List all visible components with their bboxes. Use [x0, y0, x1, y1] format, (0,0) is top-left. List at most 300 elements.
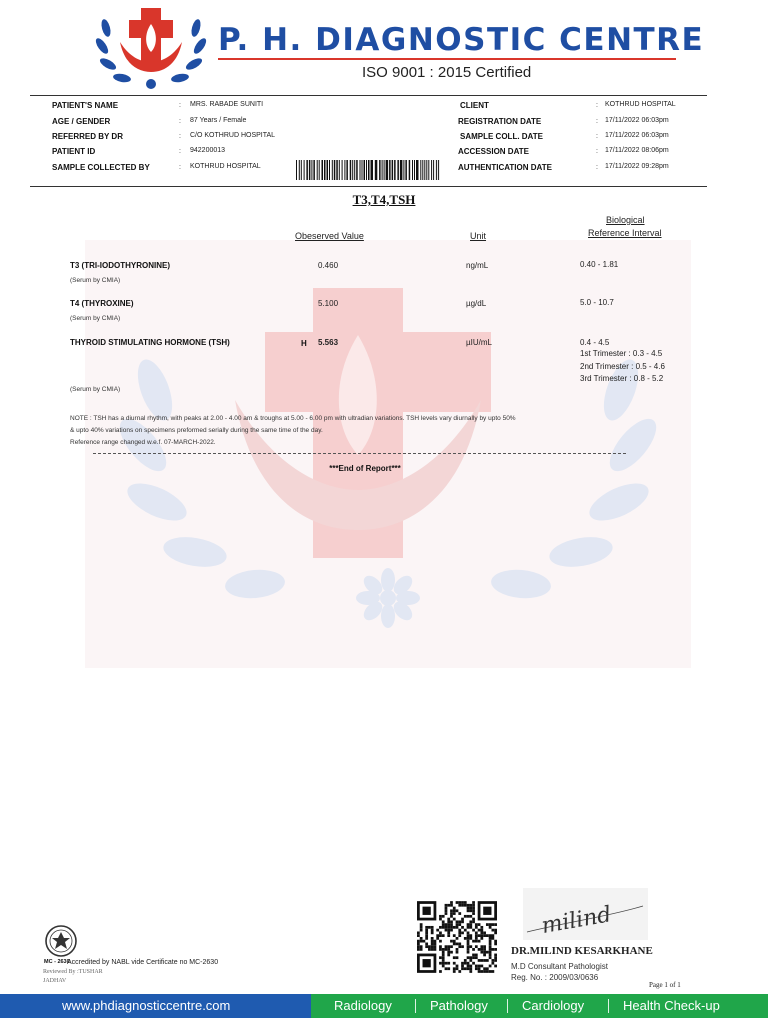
test-reference-trimester-3: 3rd Trimester : 0.8 - 5.2: [580, 374, 664, 383]
qr-module: [425, 929, 428, 932]
qr-module: [445, 912, 448, 915]
qr-module: [431, 929, 434, 932]
age-gender-label: AGE / GENDER: [52, 117, 111, 126]
qr-module: [486, 951, 489, 954]
barcode-bar: [311, 160, 312, 180]
qr-module: [472, 954, 475, 957]
qr-module: [447, 962, 450, 965]
barcode-bar: [334, 160, 336, 180]
test-unit: ng/mL: [466, 261, 489, 270]
patient-id-label: PATIENT ID: [52, 147, 96, 156]
qr-module: [434, 945, 437, 948]
footer-bar: [0, 994, 768, 1018]
barcode-bar: [339, 160, 340, 180]
qr-module: [480, 970, 483, 973]
qr-module: [469, 904, 472, 907]
qr-module: [450, 915, 453, 918]
qr-module: [442, 954, 445, 957]
qr-module: [472, 920, 475, 923]
qr-module: [467, 904, 470, 907]
qr-module: [420, 926, 423, 929]
qr-module: [483, 948, 486, 951]
barcode-bar: [438, 160, 439, 180]
colon: :: [179, 118, 181, 125]
barcode-bar: [375, 160, 378, 180]
qr-module: [494, 923, 497, 926]
accession-date-label: ACCESSION DATE: [458, 147, 529, 156]
nabl-code: MC - 2630: [44, 959, 70, 965]
qr-module: [489, 951, 492, 954]
qr-module: [491, 970, 494, 973]
qr-module: [469, 967, 472, 970]
clinic-logo-icon: [92, 6, 210, 90]
qr-module: [439, 926, 442, 929]
qr-module: [456, 956, 459, 959]
qr-module: [475, 954, 478, 957]
iso-certification: ISO 9001 : 2015 Certified: [362, 64, 532, 81]
qr-module: [480, 951, 483, 954]
qr-module: [472, 956, 475, 959]
qr-module: [489, 943, 492, 946]
qr-module: [428, 948, 431, 951]
barcode-bar: [362, 160, 363, 180]
qr-module: [447, 923, 450, 926]
qr-module: [489, 970, 492, 973]
test-unit: µg/dL: [466, 299, 487, 308]
qr-module: [469, 920, 472, 923]
qr-module: [425, 945, 428, 948]
sample-collected-by-label: SAMPLE COLLECTED BY: [52, 163, 150, 172]
qr-module: [445, 923, 448, 926]
test-method: (Serum by CMIA): [70, 277, 121, 284]
qr-module: [417, 943, 420, 946]
qr-module: [453, 909, 456, 912]
qr-module: [469, 923, 472, 926]
barcode-bar: [342, 160, 343, 180]
test-unit: µIU/mL: [466, 338, 492, 347]
qr-module: [464, 915, 467, 918]
barcode-bar: [426, 160, 427, 180]
qr-module: [467, 907, 470, 910]
barcode-bar: [416, 160, 419, 180]
qr-module: [494, 965, 497, 968]
qr-module: [456, 967, 459, 970]
note-line: Reference range changed w.e.f. 07-MARCH-2022.: [70, 439, 216, 446]
qr-module: [486, 934, 489, 937]
qr-module: [491, 937, 494, 940]
qr-module: [491, 948, 494, 951]
qr-module: [467, 951, 470, 954]
qr-module: [494, 931, 497, 934]
qr-module: [461, 901, 464, 904]
barcode-bar: [344, 160, 345, 180]
qr-module: [469, 915, 472, 918]
qr-module: [431, 945, 434, 948]
qr-module: [486, 923, 489, 926]
barcode-bar: [327, 160, 329, 180]
qr-module: [475, 940, 478, 943]
qr-module: [447, 926, 450, 929]
qr-module: [434, 940, 437, 943]
registration-date-label: REGISTRATION DATE: [458, 117, 542, 126]
qr-module: [450, 904, 453, 907]
referred-by-label: REFERRED BY DR: [52, 132, 123, 141]
qr-module: [456, 948, 459, 951]
qr-module: [491, 959, 494, 962]
qr-module: [489, 926, 492, 929]
barcode-bar: [400, 160, 403, 180]
qr-module: [483, 931, 486, 934]
qr-module: [461, 918, 464, 921]
barcode-bar: [313, 160, 315, 180]
barcode-bar: [409, 160, 411, 180]
qr-module: [428, 945, 431, 948]
qr-module: [420, 945, 423, 948]
qr-module: [436, 937, 439, 940]
qr-module: [456, 951, 459, 954]
qr-module: [447, 929, 450, 932]
qr-module: [450, 912, 453, 915]
qr-module: [417, 945, 420, 948]
qr-module: [469, 937, 472, 940]
qr-module: [494, 959, 497, 962]
qr-module: [453, 967, 456, 970]
qr-module: [464, 962, 467, 965]
barcode-bar: [368, 160, 370, 180]
qr-module: [425, 931, 428, 934]
barcode-bar: [301, 160, 302, 180]
qr-module: [464, 904, 467, 907]
nabl-accreditation: Accredited by NABL vide Certificate no MC-2630: [67, 959, 219, 966]
qr-module: [458, 904, 461, 907]
qr-module: [431, 943, 434, 946]
patient-name-label: PATIENT'S NAME: [52, 101, 119, 110]
unit-header: Unit: [470, 231, 487, 241]
age-gender-value: 87 Years / Female: [190, 117, 247, 124]
separator: [415, 999, 416, 1013]
qr-module: [425, 937, 428, 940]
qr-module: [431, 931, 434, 934]
qr-module: [461, 926, 464, 929]
qr-module: [475, 934, 478, 937]
qr-module: [475, 937, 478, 940]
referred-by-value: C/O KOTHRUD HOSPITAL: [190, 132, 276, 139]
qr-module: [442, 915, 445, 918]
qr-module: [445, 904, 448, 907]
qr-module: [456, 943, 459, 946]
barcode-bar: [392, 160, 394, 180]
qr-module: [472, 948, 475, 951]
qr-module: [450, 929, 453, 932]
qr-module: [472, 912, 475, 915]
qr-module: [472, 962, 475, 965]
qr-module: [453, 918, 456, 921]
qr-module: [467, 967, 470, 970]
qr-module: [450, 920, 453, 923]
page-number: Page 1 of 1: [649, 981, 681, 989]
barcode-bar: [394, 160, 396, 180]
qr-module: [458, 901, 461, 904]
qr-module: [475, 931, 478, 934]
qr-module: [491, 934, 494, 937]
qr-module: [456, 909, 459, 912]
barcode-bar: [322, 160, 324, 180]
end-of-report: ***End of Report***: [329, 464, 401, 473]
qr-module: [469, 934, 472, 937]
qr-module: [420, 940, 423, 943]
qr-module: [467, 943, 470, 946]
qr-module: [494, 948, 497, 951]
qr-module: [475, 956, 478, 959]
qr-module: [442, 926, 445, 929]
sample-collected-by-value: KOTHRUD HOSPITAL: [190, 163, 261, 170]
qr-module: [450, 923, 453, 926]
qr-module: [447, 967, 450, 970]
qr-module: [467, 945, 470, 948]
website-link[interactable]: www.phdiagnosticcentre.com: [62, 998, 231, 1013]
report-title: T3,T4,TSH: [352, 192, 416, 207]
qr-module: [456, 901, 459, 904]
qr-module: [491, 923, 494, 926]
qr-module: [431, 948, 434, 951]
qr-module: [461, 920, 464, 923]
qr-module: [478, 959, 481, 962]
qr-module: [458, 920, 461, 923]
qr-module: [475, 923, 478, 926]
qr-module: [450, 901, 453, 904]
doctor-signature: [523, 888, 648, 940]
qr-module: [478, 923, 481, 926]
qr-module: [467, 940, 470, 943]
svg-text:milind: milind: [539, 902, 614, 940]
qr-module: [464, 959, 467, 962]
barcode-bar: [364, 160, 366, 180]
qr-module: [478, 934, 481, 937]
test-value: 0.460: [318, 261, 339, 270]
dashed-divider: [93, 453, 626, 454]
clinic-name: P. H. DIAGNOSTIC CENTRE: [218, 22, 705, 58]
doctor-name: DR.MILIND KESARKHANE: [511, 945, 653, 957]
high-flag: H: [301, 339, 307, 348]
qr-module: [469, 959, 472, 962]
qr-module: [480, 931, 483, 934]
qr-module: [458, 943, 461, 946]
qr-module: [456, 937, 459, 940]
barcode-bar: [386, 160, 389, 180]
note-line: & upto 40% variations on specimens preformed serially during the same time of the day.: [70, 427, 323, 434]
client-value: KOTHRUD HOSPITAL: [605, 101, 676, 108]
qr-module: [467, 965, 470, 968]
qr-module: [450, 945, 453, 948]
qr-module: [475, 967, 478, 970]
qr-module: [447, 920, 450, 923]
barcode-bar: [299, 160, 300, 180]
qr-module: [442, 956, 445, 959]
qr-module: [445, 909, 448, 912]
sample-coll-date-label: SAMPLE COLL. DATE: [460, 132, 543, 141]
qr-module: [475, 945, 478, 948]
test-method: (Serum by CMIA): [70, 386, 121, 393]
qr-module: [445, 907, 448, 910]
barcode-bar: [319, 160, 320, 180]
qr-module: [464, 937, 467, 940]
qr-module: [453, 943, 456, 946]
qr-module: [442, 951, 445, 954]
qr-module: [467, 931, 470, 934]
qr-module: [447, 904, 450, 907]
qr-module: [456, 923, 459, 926]
barcode-bar: [403, 160, 404, 180]
qr-module: [445, 929, 448, 932]
qr-module: [447, 931, 450, 934]
qr-module: [467, 926, 470, 929]
qr-module: [494, 954, 497, 957]
colon: :: [596, 133, 598, 140]
qr-module: [442, 948, 445, 951]
qr-module: [442, 965, 445, 968]
reviewed-by-name: TUSHAR JADHAV: [43, 969, 103, 984]
test-reference: 0.4 - 4.5: [580, 338, 610, 347]
qr-module: [453, 934, 456, 937]
qr-module: [472, 929, 475, 932]
qr-module: [480, 959, 483, 962]
test-name: T3 (TRI-IODOTHYRONINE): [70, 261, 170, 270]
qr-module: [417, 948, 420, 951]
service-pathology: Pathology: [430, 998, 488, 1013]
registration-date-value: 17/11/2022 06:03pm: [605, 117, 669, 124]
qr-module: [439, 962, 442, 965]
barcode-bar: [309, 160, 311, 180]
barcode-bar: [317, 160, 318, 180]
reference-header-line1: Biological: [606, 215, 645, 225]
qr-module: [439, 956, 442, 959]
sample-coll-date-value: 17/11/2022 06:03pm: [605, 132, 669, 139]
barcode-bar: [379, 160, 381, 180]
doctor-registration: Reg. No. : 2009/03/0636: [511, 973, 599, 982]
qr-module: [469, 956, 472, 959]
qr-module: [483, 959, 486, 962]
qr-module: [489, 965, 492, 968]
qr-module: [442, 923, 445, 926]
reference-header-line2: Reference Interval: [588, 228, 662, 238]
qr-module: [467, 915, 470, 918]
qr-module: [467, 956, 470, 959]
qr-module: [483, 945, 486, 948]
qr-module: [439, 945, 442, 948]
qr-module: [442, 920, 445, 923]
separator: [507, 999, 508, 1013]
qr-module: [478, 970, 481, 973]
qr-module: [431, 940, 434, 943]
qr-module: [431, 937, 434, 940]
reviewed-by-label: Reviewed By :: [43, 969, 79, 975]
qr-module: [434, 948, 437, 951]
qr-module: [453, 926, 456, 929]
qr-finder: [483, 907, 491, 915]
qr-module: [445, 967, 448, 970]
barcode-bar: [414, 160, 415, 180]
test-reference: 0.40 - 1.81: [580, 260, 619, 269]
qr-module: [464, 967, 467, 970]
qr-module: [491, 929, 494, 932]
qr-module: [445, 962, 448, 965]
qr-module: [445, 945, 448, 948]
barcode-bar: [306, 160, 308, 180]
qr-module: [461, 931, 464, 934]
qr-module: [453, 956, 456, 959]
barcode-bar: [354, 160, 355, 180]
qr-module: [436, 934, 439, 937]
qr-module: [442, 959, 445, 962]
qr-module: [483, 970, 486, 973]
qr-module: [439, 940, 442, 943]
qr-module: [425, 926, 428, 929]
divider: [30, 95, 707, 96]
qr-module: [467, 948, 470, 951]
qr-module: [458, 945, 461, 948]
qr-module: [472, 904, 475, 907]
qr-module: [450, 926, 453, 929]
qr-module: [489, 956, 492, 959]
separator: [608, 999, 609, 1013]
barcode-bar: [389, 160, 391, 180]
qr-module: [428, 926, 431, 929]
qr-module: [486, 967, 489, 970]
patient-id-value: 942200013: [190, 147, 226, 154]
qr-module: [494, 929, 497, 932]
colon: :: [179, 102, 181, 109]
test-value: 5.563: [318, 338, 339, 347]
qr-module: [469, 909, 472, 912]
qr-module: [425, 934, 428, 937]
qr-module: [480, 934, 483, 937]
qr-module: [442, 934, 445, 937]
qr-module: [480, 965, 483, 968]
barcode-bar: [356, 160, 358, 180]
barcode-bar: [304, 160, 305, 180]
barcode-bar: [428, 160, 429, 180]
colon: :: [596, 148, 598, 155]
qr-module: [489, 948, 492, 951]
observed-value-header: Obeserved Value: [295, 231, 364, 241]
qr-module: [467, 923, 470, 926]
qr-module: [453, 940, 456, 943]
qr-module: [483, 954, 486, 957]
qr-module: [480, 929, 483, 932]
qr-module: [469, 945, 472, 948]
qr-module: [478, 948, 481, 951]
qr-module: [434, 943, 437, 946]
colon: :: [179, 164, 181, 171]
qr-module: [480, 937, 483, 940]
qr-module: [420, 948, 423, 951]
qr-module: [425, 943, 428, 946]
qr-module: [480, 948, 483, 951]
qr-code: [417, 901, 497, 973]
qr-module: [478, 929, 481, 932]
qr-module: [489, 934, 492, 937]
qr-module: [489, 937, 492, 940]
barcode: [296, 160, 440, 180]
barcode-bar: [366, 160, 367, 180]
qr-module: [447, 918, 450, 921]
barcode-bar: [405, 160, 407, 180]
qr-module: [450, 940, 453, 943]
qr-module: [489, 940, 492, 943]
test-value: 5.100: [318, 299, 339, 308]
barcode-bar: [412, 160, 413, 180]
qr-module: [478, 967, 481, 970]
